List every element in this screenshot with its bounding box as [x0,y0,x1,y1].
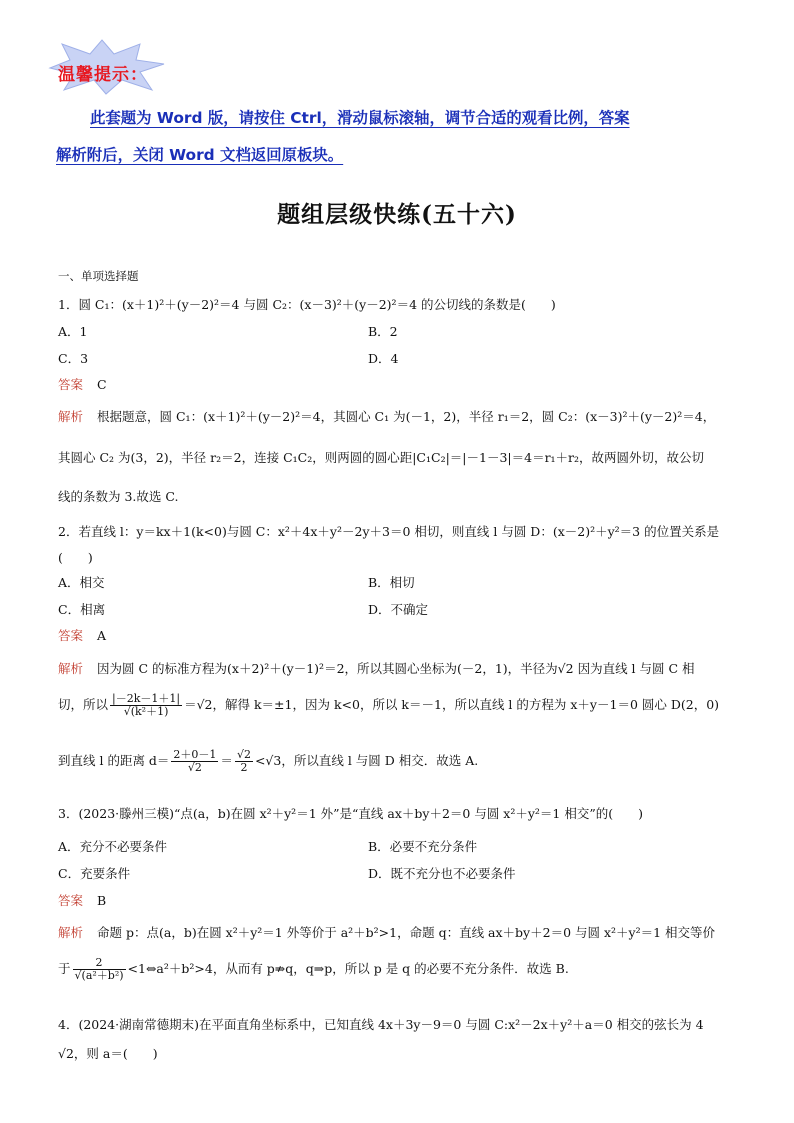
denominator: √(k²＋1) [123,705,169,718]
analysis-label: 解析 [58,925,84,940]
numerator: 2＋0－1 [173,748,217,761]
answer-value: B [97,893,107,908]
tip-label: 温馨提示： [58,65,148,85]
q1-option-a: A．1 [58,324,88,339]
q2-answer [58,626,106,644]
q1-analysis-2: 其圆心 C₂ 为(3，2)，半径 r₂＝2，连接 C₁C₂，则两圆的圆心距|C₁C₂|＝|－1－3|＝4＝r₁＋r₂，故两圆外切，故公切 [58,450,705,465]
q1-stem: 1．圆 C₁：(x＋1)²＋(y－2)²＝4 与圆 C₂：(x－3)²＋(y－2)²＝4 的公切线的条数是( ) [58,297,556,312]
fraction [110,693,182,718]
q2-analysis-3 [58,749,478,774]
answer-label: 答案 [58,628,84,643]
denominator: √2 [187,761,202,774]
answer-label: 答案 [58,377,84,392]
tip-banner [40,38,170,96]
q2-analysis-1 [58,659,695,677]
q2-stem: 2．若直线 l：y＝kx＋1(k<0)与圆 C：x²＋4x＋y²－2y＋3＝0 相切，则直线 l 与圆 D：(x－2)²＋y²＝3 的位置关系是 [58,524,720,539]
answer-label: 答案 [58,893,84,908]
numerator: √2 [236,748,251,761]
denominator: 2 [240,761,248,774]
q3-option-c: C．充要条件 [58,866,131,881]
q2-option-b: B．相切 [368,575,415,590]
text: <√3，所以直线 l 与圆 D 相交．故选 A. [254,753,479,768]
q3-option-d: D．既不充分也不必要条件 [368,866,516,881]
q1-analysis-1 [58,407,715,425]
q4-stem-2: √2，则 a＝( ) [58,1046,158,1061]
text: 切，所以 [58,697,109,712]
fraction [235,749,253,774]
notice-line-1: 此套题为 Word 版，请按住 Ctrl，滑动鼠标滚轴，调节合适的观看比例，答案 [90,109,630,127]
fraction [73,957,126,982]
answer-value: A [97,628,107,643]
text: 到直线 l 的距离 d＝ [58,753,170,768]
q1-option-d: D．4 [368,351,399,366]
q1-option-b: B．2 [368,324,398,339]
analysis-text: 根据题意，圆 C₁：(x＋1)²＋(y－2)²＝4，其圆心 C₁ 为(－1，2)，半径 r₁＝2，圆 C₂：(x－3)²＋(y－2)²＝4， [97,409,716,424]
analysis-label: 解析 [58,661,84,676]
q2-option-c: C．相离 [58,602,106,617]
numerator: 2 [73,957,126,970]
q3-answer [58,891,106,909]
fraction [171,749,218,774]
q3-option-b: B．必要不充分条件 [368,839,478,854]
analysis-text: 命题 p：点(a，b)在圆 x²＋y²＝1 外等价于 a²＋b²>1，命题 q：直线 ax＋by＋2＝0 与圆 x²＋y²＝1 相交等价 [97,925,716,940]
q3-analysis-1 [58,923,715,941]
numerator: |－2k－1＋1| [112,692,181,705]
q1-option-c: C．3 [58,351,89,366]
q1-analysis-3: 线的条数为 3.故选 C. [58,489,179,504]
analysis-label: 解析 [58,409,84,424]
analysis-text: 因为圆 C 的标准方程为(x＋2)²＋(y－1)²＝2，所以其圆心坐标为(－2，1)，半径为√2 因为直线 l 与圆 C 相 [97,661,695,676]
q4-stem: 4．(2024·湖南常德期末)在平面直角坐标系中，已知直线 4x＋3y－9＝0 与圆 C:x²－2x＋y²＋a＝0 相交的弦长为 4 [58,1017,704,1032]
q3-option-a: A．充分不必要条件 [58,839,168,854]
text: <1⇔a²＋b²>4，从而有 p⇏q，q⇒p，所以 p 是 q 的必要不充分条件．故选 B. [127,961,569,976]
notice-text [56,100,746,174]
text: ＝√2，解得 k＝±1，因为 k<0，所以 k＝－1，所以直线 l 的方程为 x＋y－1＝0 圆心 D(2，0) [184,697,720,712]
q2-analysis-2 [58,693,719,718]
q2-option-a: A．相交 [58,575,105,590]
q2-stem-2: ( ) [58,550,93,565]
denominator: √(a²＋b²) [74,969,124,982]
notice-line-2: 解析附后，关闭 Word 文档返回原板块。 [56,146,344,164]
section-heading: 一、单项选择题 [58,269,139,283]
text: 于 [58,961,71,976]
q3-stem: 3．(2023·滕州三模)“点(a，b)在圆 x²＋y²＝1 外”是“直线 ax＋by＋2＝0 与圆 x²＋y²＝1 相交”的( ) [58,806,643,821]
q1-answer [58,375,107,393]
text: ＝ [220,753,233,768]
q2-option-d: D．不确定 [368,602,429,617]
answer-value: C [97,377,107,392]
q3-analysis-2 [58,957,569,982]
page-title: 题组层级快练(五十六) [277,201,517,228]
